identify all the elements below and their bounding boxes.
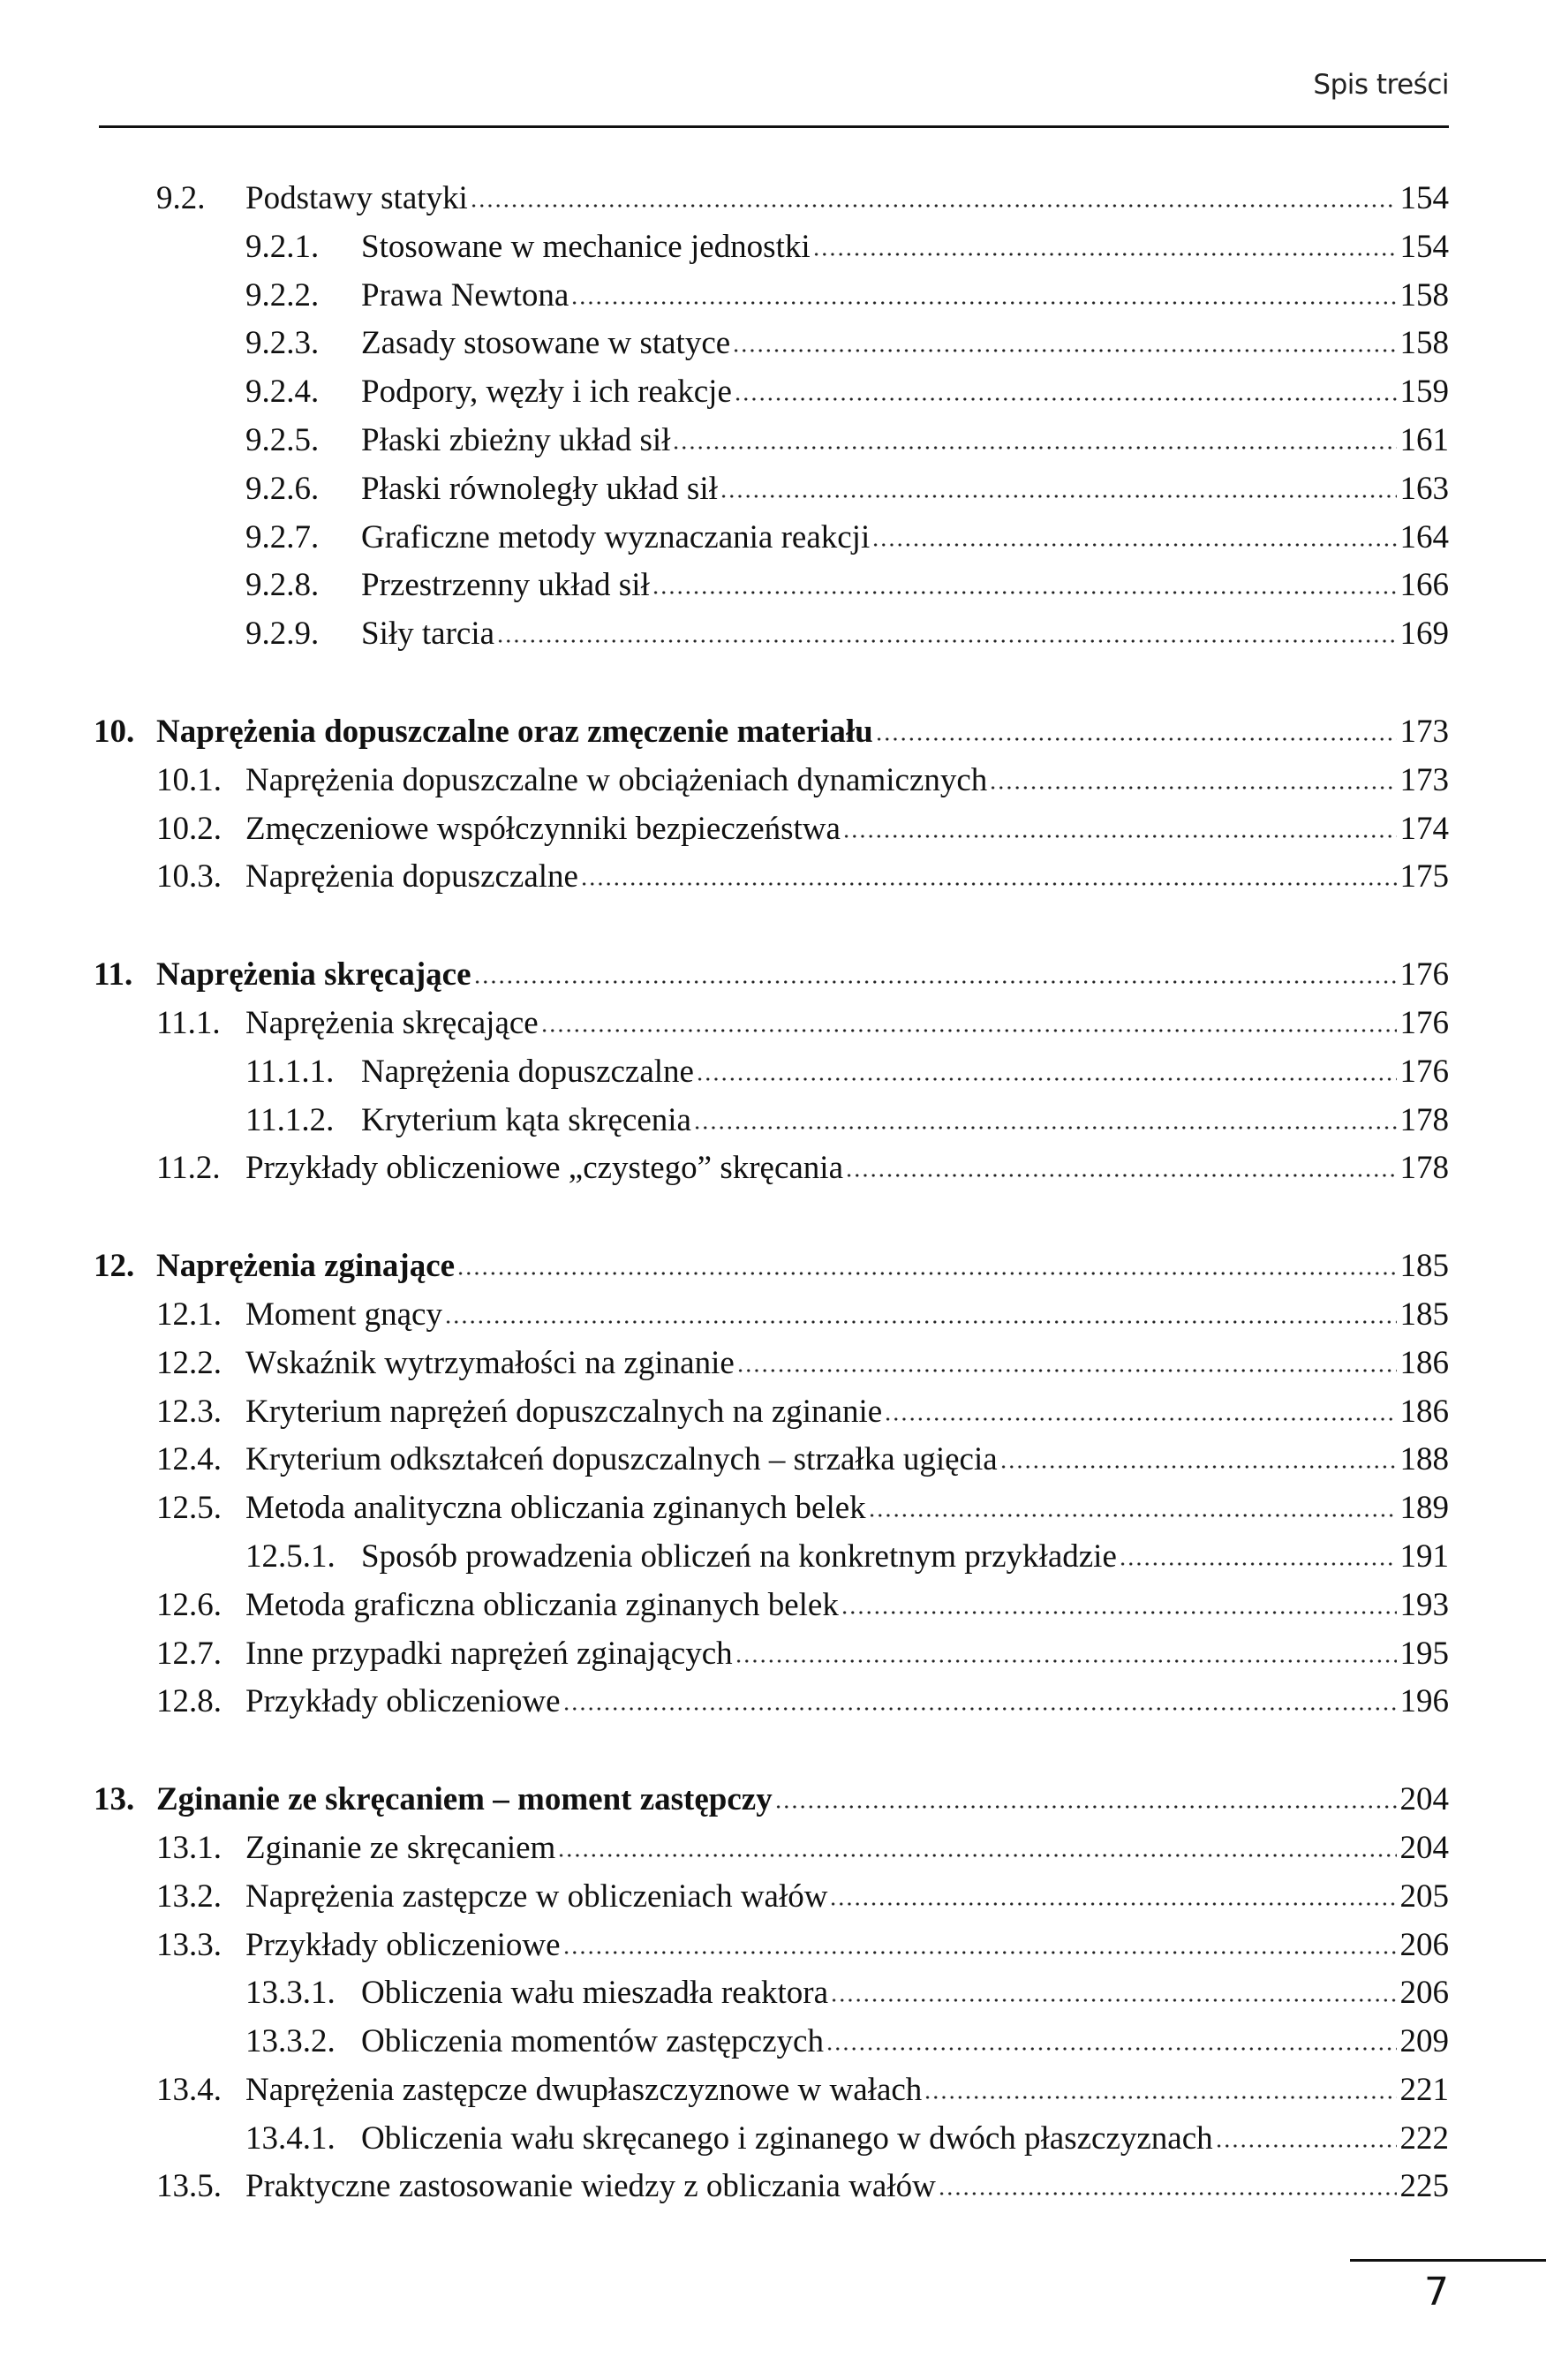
entry-page: 159 xyxy=(1399,374,1449,411)
toc-entry[interactable] xyxy=(0,805,1546,854)
entry-page: 186 xyxy=(1399,1393,1449,1430)
dot-leader xyxy=(989,782,1396,790)
entry-page: 206 xyxy=(1399,1975,1449,2012)
toc-entry[interactable] xyxy=(0,610,1546,659)
dot-leader xyxy=(884,1413,1396,1422)
toc-entry[interactable] xyxy=(0,1145,1546,1193)
entry-number: 12.5.1. xyxy=(245,1538,336,1575)
entry-page: 221 xyxy=(1399,2071,1449,2108)
entry-page: 158 xyxy=(1399,325,1449,362)
entry-title: Przestrzenny układ sił xyxy=(361,567,650,604)
toc-entry[interactable] xyxy=(0,368,1546,417)
dot-leader xyxy=(774,1801,1397,1810)
entry-title: Naprężenia skręcające xyxy=(156,956,471,994)
toc-entry[interactable] xyxy=(0,2066,1546,2115)
entry-page: 154 xyxy=(1399,228,1449,265)
entry-title: Naprężenia dopuszczalne xyxy=(361,1053,694,1090)
toc-entry[interactable] xyxy=(0,1048,1546,1097)
toc-entry[interactable] xyxy=(0,175,1546,223)
entry-title: Podpory, węzły i ich reakcje xyxy=(361,374,732,411)
entry-page: 204 xyxy=(1399,1781,1449,1818)
entry-title: Siły tarcia xyxy=(361,616,495,653)
toc-entry[interactable] xyxy=(0,465,1546,514)
dot-leader xyxy=(826,2043,1397,2051)
section-spacer xyxy=(0,1193,1546,1243)
toc-entry[interactable] xyxy=(0,1388,1546,1437)
entry-title: Inne przypadki naprężeń zginających xyxy=(245,1635,733,1672)
entry-page: 176 xyxy=(1399,956,1449,994)
toc-entry[interactable] xyxy=(0,757,1546,805)
dot-leader xyxy=(875,733,1397,742)
section-spacer xyxy=(0,659,1546,708)
toc-entry[interactable] xyxy=(0,2018,1546,2066)
entry-number: 12. xyxy=(94,1248,135,1285)
entry-number: 9.2.6. xyxy=(245,470,320,507)
dot-leader xyxy=(470,200,1397,208)
toc-chapter[interactable] xyxy=(0,1243,1546,1291)
toc-entry[interactable] xyxy=(0,1582,1546,1630)
dot-leader xyxy=(736,1364,1397,1373)
dot-leader xyxy=(734,393,1397,402)
dot-leader xyxy=(735,1655,1397,1664)
dot-leader xyxy=(652,586,1397,595)
entry-title: Obliczenia wału mieszadła reaktora xyxy=(361,1975,829,2012)
toc-chapter[interactable] xyxy=(0,951,1546,1000)
dot-leader xyxy=(871,539,1396,548)
toc-entry[interactable] xyxy=(0,514,1546,563)
dot-leader xyxy=(444,1316,1397,1325)
entry-number: 12.1. xyxy=(156,1296,222,1333)
section-spacer xyxy=(0,1726,1546,1776)
entry-title: Płaski równoległy układ sił xyxy=(361,470,718,507)
page-number: 7 xyxy=(1424,2270,1449,2315)
entry-number: 13. xyxy=(94,1781,135,1818)
entry-number: 9.2. xyxy=(156,180,206,216)
entry-number: 12.4. xyxy=(156,1441,222,1478)
toc-entry[interactable] xyxy=(0,417,1546,465)
dot-leader xyxy=(693,1122,1397,1130)
toc-entry[interactable] xyxy=(0,1922,1546,1970)
entry-page: 188 xyxy=(1399,1441,1449,1478)
dot-leader xyxy=(720,490,1397,499)
entry-number: 12.2. xyxy=(156,1344,222,1381)
entry-title: Obliczenia momentów zastępczych xyxy=(361,2023,824,2060)
entry-number: 11.2. xyxy=(156,1150,221,1187)
toc-entry[interactable] xyxy=(0,2115,1546,2164)
entry-title: Metoda analityczna obliczania zginanych belek xyxy=(245,1490,866,1527)
toc-entry[interactable] xyxy=(0,223,1546,272)
entry-number: 13.4.1. xyxy=(245,2119,336,2157)
dot-leader xyxy=(540,1024,1397,1033)
entry-page: 189 xyxy=(1399,1490,1449,1527)
toc-entry[interactable] xyxy=(0,1291,1546,1340)
toc-entry[interactable] xyxy=(0,853,1546,902)
dot-leader xyxy=(845,1169,1396,1178)
entry-number: 9.2.5. xyxy=(245,421,320,458)
toc-entry[interactable] xyxy=(0,1678,1546,1726)
entry-number: 13.1. xyxy=(156,1829,222,1866)
entry-title: Zasady stosowane w statyce xyxy=(361,325,731,362)
entry-page: 178 xyxy=(1399,1150,1449,1187)
entry-title: Naprężenia dopuszczalne w obciążeniach dynamicznych xyxy=(245,761,988,798)
footer-rule xyxy=(1350,2259,1546,2262)
entry-title: Naprężenia zginające xyxy=(156,1248,456,1285)
toc-entry[interactable] xyxy=(0,1097,1546,1145)
entry-title: Stosowane w mechanice jednostki xyxy=(361,228,811,265)
entry-number: 12.7. xyxy=(156,1635,222,1672)
entry-number: 9.2.1. xyxy=(245,228,320,265)
dot-leader xyxy=(830,1994,1396,2003)
entry-title: Metoda graficzna obliczania zginanych belek xyxy=(245,1586,839,1623)
toc-chapter[interactable] xyxy=(0,708,1546,757)
dot-leader xyxy=(557,1849,1396,1858)
entry-page: 225 xyxy=(1399,2168,1449,2205)
entry-number: 10. xyxy=(94,713,135,750)
entry-number: 9.2.2. xyxy=(245,276,320,314)
entry-number: 9.2.9. xyxy=(245,616,320,653)
entry-number: 13.3.1. xyxy=(245,1975,336,2012)
entry-title: Graficzne metody wyznaczania reakcji xyxy=(361,518,871,555)
toc-entry[interactable] xyxy=(0,1485,1546,1533)
toc-chapter[interactable] xyxy=(0,1776,1546,1825)
dot-leader xyxy=(580,878,1397,887)
entry-title: Podstawy statyki xyxy=(245,180,468,216)
entry-page: 204 xyxy=(1399,1829,1449,1866)
entry-title: Zginanie ze skręcaniem – moment zastępczy xyxy=(156,1781,773,1818)
dot-leader xyxy=(570,297,1396,306)
section-spacer xyxy=(0,902,1546,951)
toc-entry[interactable] xyxy=(0,1000,1546,1048)
entry-number: 11.1. xyxy=(156,1004,221,1041)
entry-page: 196 xyxy=(1399,1683,1449,1720)
entry-title: Praktyczne zastosowanie wiedzy z obliczania wałów xyxy=(245,2168,936,2205)
entry-page: 185 xyxy=(1399,1296,1449,1333)
dot-leader xyxy=(672,442,1396,450)
dot-leader xyxy=(999,1461,1397,1470)
entry-number: 12.5. xyxy=(156,1490,222,1527)
toc-entry[interactable] xyxy=(0,1533,1546,1582)
entry-title: Naprężenia skręcające xyxy=(245,1004,539,1041)
entry-page: 209 xyxy=(1399,2023,1449,2060)
entry-page: 174 xyxy=(1399,810,1449,847)
entry-title: Kryterium naprężeń dopuszczalnych na zginanie xyxy=(245,1393,883,1430)
header-rule xyxy=(99,125,1449,128)
toc-entry[interactable] xyxy=(0,1630,1546,1679)
entry-page: 195 xyxy=(1399,1635,1449,1672)
dot-leader xyxy=(829,1898,1396,1907)
running-header: Spis treści xyxy=(1313,69,1449,101)
entry-page: 193 xyxy=(1399,1586,1449,1623)
entry-title: Kryterium odkształceń dopuszczalnych – strzałka ugięcia xyxy=(245,1441,998,1478)
entry-page: 185 xyxy=(1399,1248,1449,1285)
entry-number: 9.2.8. xyxy=(245,567,320,604)
entry-number: 13.3. xyxy=(156,1926,222,1963)
dot-leader xyxy=(841,1606,1397,1615)
entry-page: 173 xyxy=(1399,713,1449,750)
table-of-contents xyxy=(0,175,1546,2211)
toc-entry[interactable] xyxy=(0,272,1546,321)
entry-title: Naprężenia dopuszczalne xyxy=(245,858,578,895)
entry-title: Obliczenia wału skręcanego i zginanego w dwóch płaszczyznach xyxy=(361,2119,1213,2157)
entry-number: 11.1.1. xyxy=(245,1053,335,1090)
entry-number: 12.3. xyxy=(156,1393,222,1430)
entry-number: 12.8. xyxy=(156,1683,222,1720)
entry-number: 12.6. xyxy=(156,1586,222,1623)
entry-page: 164 xyxy=(1399,518,1449,555)
toc-entry[interactable] xyxy=(0,1969,1546,2018)
dot-leader xyxy=(924,2091,1396,2100)
dot-leader xyxy=(938,2187,1397,2196)
dot-leader xyxy=(868,1509,1397,1518)
entry-title: Płaski zbieżny układ sił xyxy=(361,421,671,458)
entry-page: 176 xyxy=(1399,1053,1449,1090)
entry-title: Przykłady obliczeniowe xyxy=(245,1683,561,1720)
entry-number: 9.2.7. xyxy=(245,518,320,555)
entry-number: 13.4. xyxy=(156,2071,222,2108)
dot-leader xyxy=(562,1946,1397,1955)
entry-title: Zmęczeniowe współczynniki bezpieczeństwa xyxy=(245,810,841,847)
dot-leader xyxy=(456,1267,1396,1276)
entry-page: 173 xyxy=(1399,761,1449,798)
toc-entry[interactable] xyxy=(0,1825,1546,1873)
dot-leader xyxy=(562,1703,1397,1711)
dot-leader xyxy=(1119,1558,1397,1567)
entry-page: 154 xyxy=(1399,180,1449,216)
entry-number: 10.3. xyxy=(156,858,222,895)
entry-title: Przykłady obliczeniowe xyxy=(245,1926,561,1963)
entry-number: 9.2.4. xyxy=(245,374,320,411)
entry-title: Naprężenia zastępcze w obliczeniach wałów xyxy=(245,1878,828,1915)
entry-page: 186 xyxy=(1399,1344,1449,1381)
entry-title: Naprężenia dopuszczalne oraz zmęczenie materiału xyxy=(156,713,873,750)
toc-entry[interactable] xyxy=(0,562,1546,610)
entry-number: 10.1. xyxy=(156,761,222,798)
entry-title: Przykłady obliczeniowe „czystego” skręcania xyxy=(245,1150,844,1187)
entry-page: 206 xyxy=(1399,1926,1449,1963)
entry-title: Moment gnący xyxy=(245,1296,442,1333)
entry-number: 9.2.3. xyxy=(245,325,320,362)
entry-number: 13.3.2. xyxy=(245,2023,336,2060)
entry-title: Zginanie ze skręcaniem xyxy=(245,1829,556,1866)
toc-entry[interactable] xyxy=(0,1436,1546,1485)
entry-page: 175 xyxy=(1399,858,1449,895)
entry-page: 163 xyxy=(1399,470,1449,507)
entry-page: 166 xyxy=(1399,567,1449,604)
dot-leader xyxy=(696,1073,1397,1082)
dot-leader xyxy=(473,976,1397,985)
dot-leader xyxy=(812,248,1397,257)
entry-page: 176 xyxy=(1399,1004,1449,1041)
toc-entry[interactable] xyxy=(0,320,1546,368)
toc-entry[interactable] xyxy=(0,2163,1546,2211)
entry-page: 158 xyxy=(1399,276,1449,314)
dot-leader xyxy=(1215,2140,1397,2149)
entry-title: Sposób prowadzenia obliczeń na konkretnym przykładzie xyxy=(361,1538,1117,1575)
entry-title: Naprężenia zastępcze dwupłaszczyznowe w wałach xyxy=(245,2071,923,2108)
entry-page: 178 xyxy=(1399,1101,1449,1138)
entry-page: 161 xyxy=(1399,421,1449,458)
entry-page: 205 xyxy=(1399,1878,1449,1915)
dot-leader xyxy=(496,635,1396,644)
dot-leader xyxy=(842,830,1397,839)
entry-number: 11.1.2. xyxy=(245,1101,335,1138)
entry-page: 191 xyxy=(1399,1538,1449,1575)
entry-number: 11. xyxy=(94,956,133,994)
entry-title: Prawa Newtona xyxy=(361,276,569,314)
entry-page: 169 xyxy=(1399,616,1449,653)
toc-entry[interactable] xyxy=(0,1340,1546,1388)
entry-title: Wskaźnik wytrzymałości na zginanie xyxy=(245,1344,735,1381)
entry-number: 10.2. xyxy=(156,810,222,847)
entry-number: 13.2. xyxy=(156,1878,222,1915)
entry-number: 13.5. xyxy=(156,2168,222,2205)
entry-page: 222 xyxy=(1399,2119,1449,2157)
entry-title: Kryterium kąta skręcenia xyxy=(361,1101,691,1138)
toc-entry[interactable] xyxy=(0,1873,1546,1922)
dot-leader xyxy=(732,344,1396,353)
